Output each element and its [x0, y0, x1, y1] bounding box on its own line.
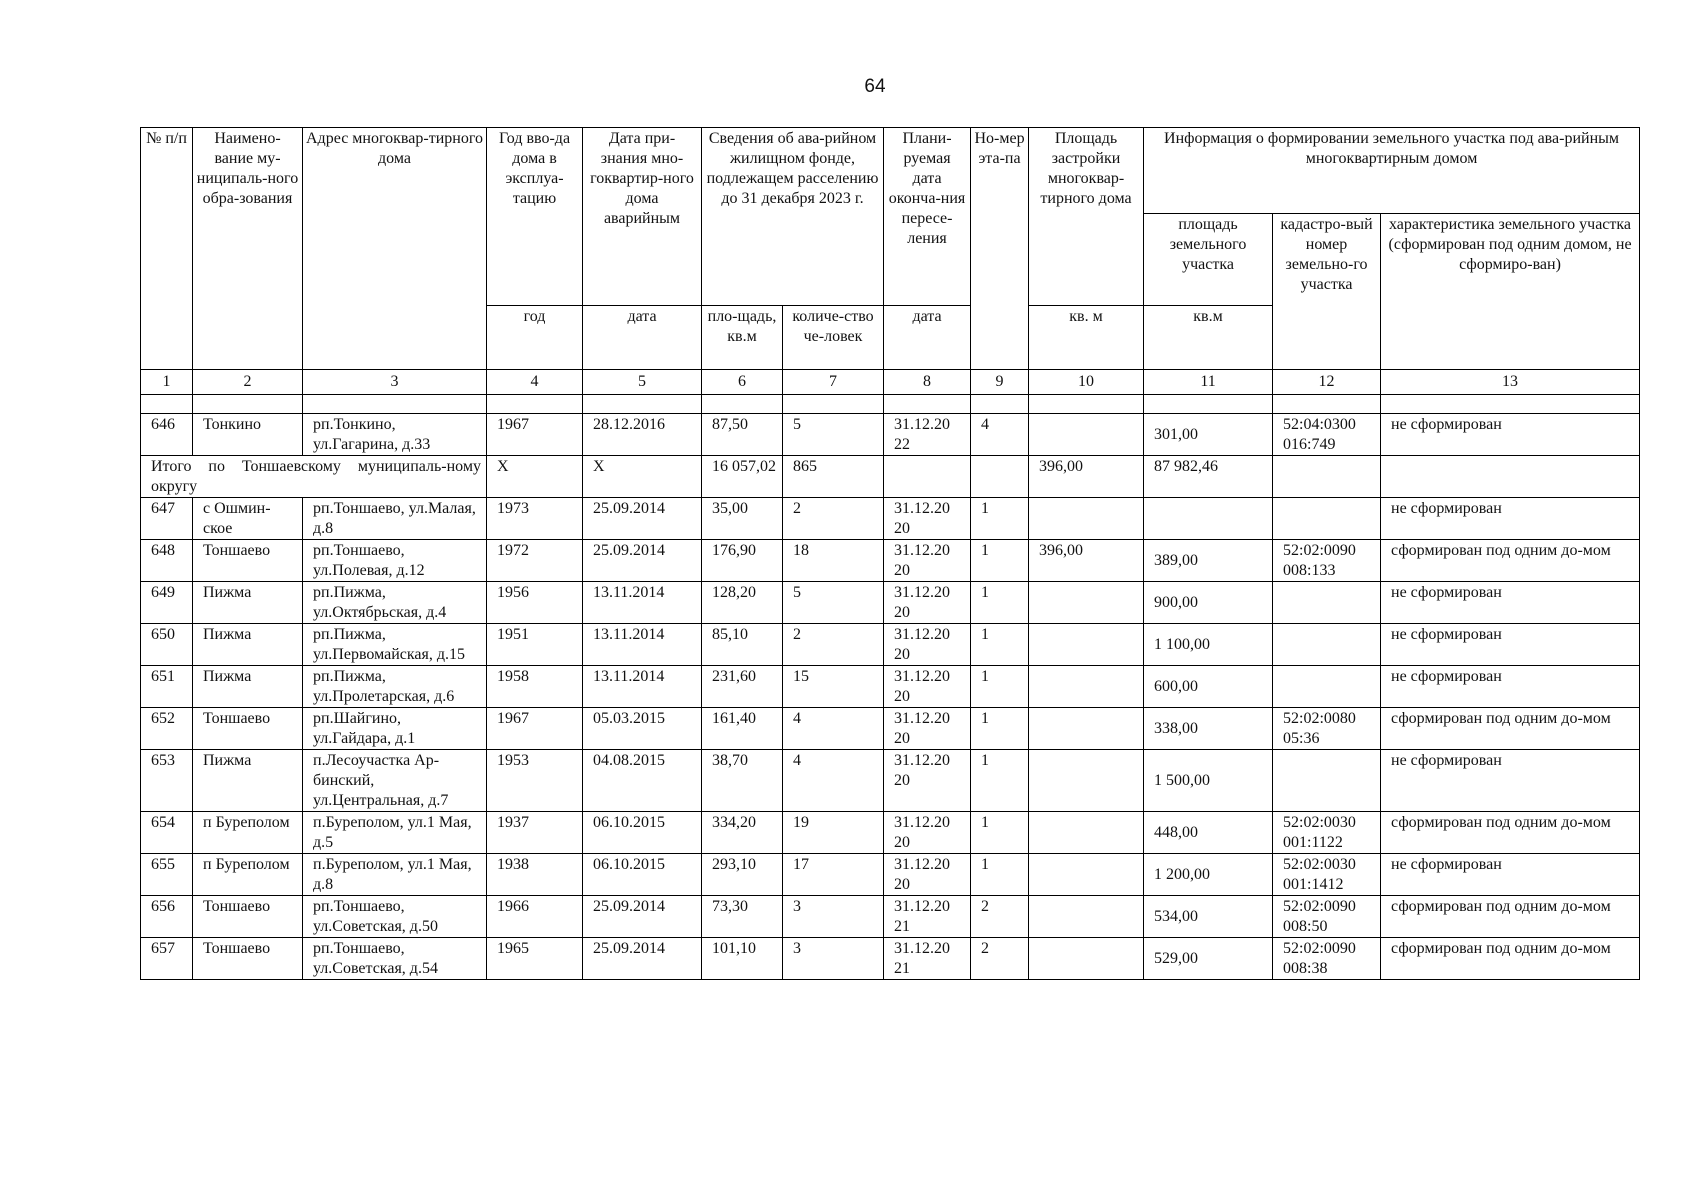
row-stage: 2 — [971, 938, 1029, 980]
row-municipality: Пижма — [193, 750, 303, 812]
row-building-area — [1029, 708, 1144, 750]
row-year: 1966 — [487, 896, 583, 938]
row-municipality: Пижма — [193, 624, 303, 666]
row-number: 657 — [141, 938, 193, 980]
total-building-area: 396,00 — [1029, 456, 1144, 498]
row-stage: 4 — [971, 414, 1029, 456]
table-row — [141, 540, 1640, 582]
row-land-area: 389,00 — [1144, 540, 1273, 582]
row-area: 35,00 — [702, 498, 783, 540]
row-people: 19 — [783, 812, 884, 854]
row-number: 649 — [141, 582, 193, 624]
row-recognition-date: 13.11.2014 — [583, 624, 702, 666]
row-number: 653 — [141, 750, 193, 812]
row-status: сформирован под одним до-мом — [1381, 812, 1640, 854]
row-number: 652 — [141, 708, 193, 750]
table-body — [141, 395, 1640, 498]
table-row — [141, 414, 1640, 456]
row-number: 647 — [141, 498, 193, 540]
row-stage: 2 — [971, 896, 1029, 938]
row-end-date: 31.12.20 20 — [884, 498, 971, 540]
header-stage: Но-мер эта-па — [971, 128, 1029, 370]
row-building-area — [1029, 624, 1144, 666]
row-municipality: Тоншаево — [193, 938, 303, 980]
row-recognition-date: 04.08.2015 — [583, 750, 702, 812]
row-area: 38,70 — [702, 750, 783, 812]
row-people: 2 — [783, 498, 884, 540]
row-land-area: 338,00 — [1144, 708, 1273, 750]
row-building-area — [1029, 582, 1144, 624]
unit-date: дата — [583, 306, 702, 370]
column-number: 12 — [1273, 370, 1381, 395]
total-people: 865 — [783, 456, 884, 498]
row-land-area: 448,00 — [1144, 812, 1273, 854]
row-end-date: 31.12.20 21 — [884, 896, 971, 938]
header-planned-date: Плани-руемая дата оконча-ния пересе-ления — [884, 128, 971, 306]
row-land-area: 1 200,00 — [1144, 854, 1273, 896]
page-number: 64 — [864, 76, 886, 97]
header-number: № п/п — [141, 128, 193, 370]
row-area: 101,10 — [702, 938, 783, 980]
row-address: рп.Тоншаево, ул.Малая, д.8 — [303, 498, 487, 540]
unit-people: количе-ство че-ловек — [783, 306, 884, 370]
column-number: 4 — [487, 370, 583, 395]
row-people: 3 — [783, 938, 884, 980]
row-cadastral — [1273, 582, 1381, 624]
row-address: рп.Тоншаево, ул.Полевая, д.12 — [303, 540, 487, 582]
row-people: 2 — [783, 624, 884, 666]
row-year: 1958 — [487, 666, 583, 708]
row-municipality: Тоншаево — [193, 540, 303, 582]
column-number: 7 — [783, 370, 884, 395]
row-year: 1967 — [487, 708, 583, 750]
row-cadastral: 52:02:0030 001:1412 — [1273, 854, 1381, 896]
row-land-area — [1144, 498, 1273, 540]
row-end-date: 31.12.20 20 — [884, 582, 971, 624]
column-number: 2 — [193, 370, 303, 395]
row-stage: 1 — [971, 854, 1029, 896]
row-building-area — [1029, 938, 1144, 980]
row-building-area — [1029, 750, 1144, 812]
row-recognition-date: 25.09.2014 — [583, 498, 702, 540]
row-land-area: 1 100,00 — [1144, 624, 1273, 666]
header-recognition-date: Дата при-знания мно-гоквартир-ного дома аварийным — [583, 128, 702, 306]
table-row — [141, 896, 1640, 938]
row-year: 1938 — [487, 854, 583, 896]
row-cadastral: 52:02:0080 05:36 — [1273, 708, 1381, 750]
header-year: Год вво-да дома в эксплуа-тацию — [487, 128, 583, 306]
table-row — [141, 582, 1640, 624]
table-row — [141, 624, 1640, 666]
table-row — [141, 498, 1640, 540]
row-people: 17 — [783, 854, 884, 896]
row-address: п.Буреполом, ул.1 Мая, д.8 — [303, 854, 487, 896]
column-number: 9 — [971, 370, 1029, 395]
row-year: 1967 — [487, 414, 583, 456]
row-status: сформирован под одним до-мом — [1381, 938, 1640, 980]
row-stage: 1 — [971, 498, 1029, 540]
row-cadastral: 52:04:0300 016:749 — [1273, 414, 1381, 456]
row-stage: 1 — [971, 582, 1029, 624]
row-area: 293,10 — [702, 854, 783, 896]
row-address: рп.Пижма, ул.Октябрьская, д.4 — [303, 582, 487, 624]
row-status: сформирован под одним до-мом — [1381, 896, 1640, 938]
row-land-area: 1 500,00 — [1144, 750, 1273, 812]
table-row — [141, 938, 1640, 980]
unit-end-date: дата — [884, 306, 971, 370]
row-end-date: 31.12.20 20 — [884, 624, 971, 666]
row-stage: 1 — [971, 812, 1029, 854]
row-area: 231,60 — [702, 666, 783, 708]
row-status: не сформирован — [1381, 854, 1640, 896]
column-number: 8 — [884, 370, 971, 395]
row-area: 161,40 — [702, 708, 783, 750]
row-year: 1973 — [487, 498, 583, 540]
row-building-area: 396,00 — [1029, 540, 1144, 582]
row-number: 651 — [141, 666, 193, 708]
row-stage: 1 — [971, 750, 1029, 812]
row-cadastral — [1273, 498, 1381, 540]
column-number: 13 — [1381, 370, 1640, 395]
row-building-area — [1029, 854, 1144, 896]
row-land-area: 600,00 — [1144, 666, 1273, 708]
row-number: 654 — [141, 812, 193, 854]
row-recognition-date: 25.09.2014 — [583, 540, 702, 582]
row-building-area — [1029, 812, 1144, 854]
column-number: 10 — [1029, 370, 1144, 395]
row-area: 73,30 — [702, 896, 783, 938]
row-number: 656 — [141, 896, 193, 938]
emergency-housing-table — [140, 127, 1640, 980]
unit-land-area: кв.м — [1144, 306, 1273, 370]
table-row — [141, 708, 1640, 750]
row-people: 4 — [783, 750, 884, 812]
row-number: 646 — [141, 414, 193, 456]
total-date: Х — [583, 456, 702, 498]
column-numbers-row — [141, 370, 1640, 395]
row-recognition-date: 13.11.2014 — [583, 582, 702, 624]
row-stage: 1 — [971, 540, 1029, 582]
row-municipality: Тонкино — [193, 414, 303, 456]
table-row — [141, 666, 1640, 708]
row-year: 1937 — [487, 812, 583, 854]
row-people: 5 — [783, 582, 884, 624]
header-land-status: характеристика земельного участка (сформирован под одним домом, не сформиро-ван) — [1381, 214, 1640, 370]
unit-area: пло-щадь, кв.м — [702, 306, 783, 370]
row-recognition-date: 28.12.2016 — [583, 414, 702, 456]
row-land-area: 529,00 — [1144, 938, 1273, 980]
row-people: 3 — [783, 896, 884, 938]
row-municipality: Пижма — [193, 582, 303, 624]
total-year: Х — [487, 456, 583, 498]
row-address: рп.Тонкино, ул.Гагарина, д.33 — [303, 414, 487, 456]
row-address: п.Лесоучастка Ар-бинский, ул.Центральная, д.7 — [303, 750, 487, 812]
row-people: 18 — [783, 540, 884, 582]
table-rows — [141, 498, 1640, 980]
row-area: 128,20 — [702, 582, 783, 624]
total-area: 16 057,02 — [702, 456, 783, 498]
header-land-info: Информация о формировании земельного участка под ава-рийным многоквартирным домом — [1144, 128, 1640, 214]
row-status: не сформирован — [1381, 666, 1640, 708]
column-number: 3 — [303, 370, 487, 395]
row-status: не сформирован — [1381, 582, 1640, 624]
row-building-area — [1029, 666, 1144, 708]
row-municipality: п Буреполом — [193, 854, 303, 896]
row-stage: 1 — [971, 666, 1029, 708]
row-cadastral: 52:02:0090 008:38 — [1273, 938, 1381, 980]
row-end-date: 31.12.20 20 — [884, 540, 971, 582]
row-area: 85,10 — [702, 624, 783, 666]
row-year: 1953 — [487, 750, 583, 812]
row-status: сформирован под одним до-мом — [1381, 540, 1640, 582]
row-cadastral: 52:02:0030 001:1122 — [1273, 812, 1381, 854]
table-header — [141, 128, 1640, 395]
row-address: рп.Пижма, ул.Пролетарская, д.6 — [303, 666, 487, 708]
total-land-area: 87 982,46 — [1144, 456, 1273, 498]
row-recognition-date: 13.11.2014 — [583, 666, 702, 708]
row-land-area: 301,00 — [1144, 414, 1273, 456]
row-status: не сформирован — [1381, 498, 1640, 540]
column-number: 1 — [141, 370, 193, 395]
header-address: Адрес многоквар-тирного дома — [303, 128, 487, 370]
row-people: 5 — [783, 414, 884, 456]
row-status: не сформирован — [1381, 624, 1640, 666]
row-address: рп.Тоншаево, ул.Советская, д.54 — [303, 938, 487, 980]
row-recognition-date: 05.03.2015 — [583, 708, 702, 750]
row-year: 1965 — [487, 938, 583, 980]
row-status: сформирован под одним до-мом — [1381, 708, 1640, 750]
row-municipality: Тоншаево — [193, 896, 303, 938]
row-end-date: 31.12.20 20 — [884, 854, 971, 896]
row-municipality: с Ошмин-ское — [193, 498, 303, 540]
row-status: не сформирован — [1381, 750, 1640, 812]
header-land-area: площадь земельного участка — [1144, 214, 1273, 306]
row-recognition-date: 25.09.2014 — [583, 938, 702, 980]
row-municipality: Пижма — [193, 666, 303, 708]
row-address: рп.Пижма, ул.Первомайская, д.15 — [303, 624, 487, 666]
column-number: 6 — [702, 370, 783, 395]
row-year: 1972 — [487, 540, 583, 582]
spacer-row — [141, 395, 1640, 414]
row-municipality: Тоншаево — [193, 708, 303, 750]
row-cadastral: 52:02:0090 008:50 — [1273, 896, 1381, 938]
row-status: не сформирован — [1381, 414, 1640, 456]
table-row — [141, 750, 1640, 812]
row-cadastral: 52:02:0090 008:133 — [1273, 540, 1381, 582]
total-label: Итого по Тоншаевскому муниципаль-ному округу — [141, 456, 487, 498]
row-people: 15 — [783, 666, 884, 708]
row-cadastral — [1273, 750, 1381, 812]
row-land-area: 534,00 — [1144, 896, 1273, 938]
unit-year: год — [487, 306, 583, 370]
header-housing-stock: Сведения об ава-рийном жилищном фонде, подлежащем расселению до 31 декабря 2023 г. — [702, 128, 884, 306]
row-land-area: 900,00 — [1144, 582, 1273, 624]
row-area: 176,90 — [702, 540, 783, 582]
row-cadastral — [1273, 624, 1381, 666]
row-address: рп.Шайгино, ул.Гайдара, д.1 — [303, 708, 487, 750]
row-year: 1956 — [487, 582, 583, 624]
row-building-area — [1029, 896, 1144, 938]
total-row — [141, 456, 1640, 498]
row-end-date: 31.12.20 20 — [884, 708, 971, 750]
row-recognition-date: 06.10.2015 — [583, 812, 702, 854]
table-row — [141, 812, 1640, 854]
row-municipality: п Буреполом — [193, 812, 303, 854]
row-stage: 1 — [971, 708, 1029, 750]
row-end-date: 31.12.20 20 — [884, 750, 971, 812]
row-cadastral — [1273, 666, 1381, 708]
row-number: 648 — [141, 540, 193, 582]
row-number: 655 — [141, 854, 193, 896]
row-end-date: 31.12.20 20 — [884, 666, 971, 708]
row-end-date: 31.12.20 21 — [884, 938, 971, 980]
header-building-area: Площадь застройки многоквар-тирного дома — [1029, 128, 1144, 306]
column-number: 5 — [583, 370, 702, 395]
row-year: 1951 — [487, 624, 583, 666]
row-building-area — [1029, 414, 1144, 456]
row-stage: 1 — [971, 624, 1029, 666]
table-row — [141, 854, 1640, 896]
header-cadastral: кадастро-вый номер земельно-го участка — [1273, 214, 1381, 370]
row-address: рп.Тоншаево, ул.Советская, д.50 — [303, 896, 487, 938]
row-recognition-date: 06.10.2015 — [583, 854, 702, 896]
row-end-date: 31.12.20 22 — [884, 414, 971, 456]
row-address: п.Буреполом, ул.1 Мая, д.5 — [303, 812, 487, 854]
row-number: 650 — [141, 624, 193, 666]
row-building-area — [1029, 498, 1144, 540]
row-recognition-date: 25.09.2014 — [583, 896, 702, 938]
row-area: 87,50 — [702, 414, 783, 456]
row-people: 4 — [783, 708, 884, 750]
header-municipality: Наимено-вание му-ниципаль-ного обра-зования — [193, 128, 303, 370]
row-end-date: 31.12.20 20 — [884, 812, 971, 854]
column-number: 11 — [1144, 370, 1273, 395]
row-area: 334,20 — [702, 812, 783, 854]
unit-building-area: кв. м — [1029, 306, 1144, 370]
